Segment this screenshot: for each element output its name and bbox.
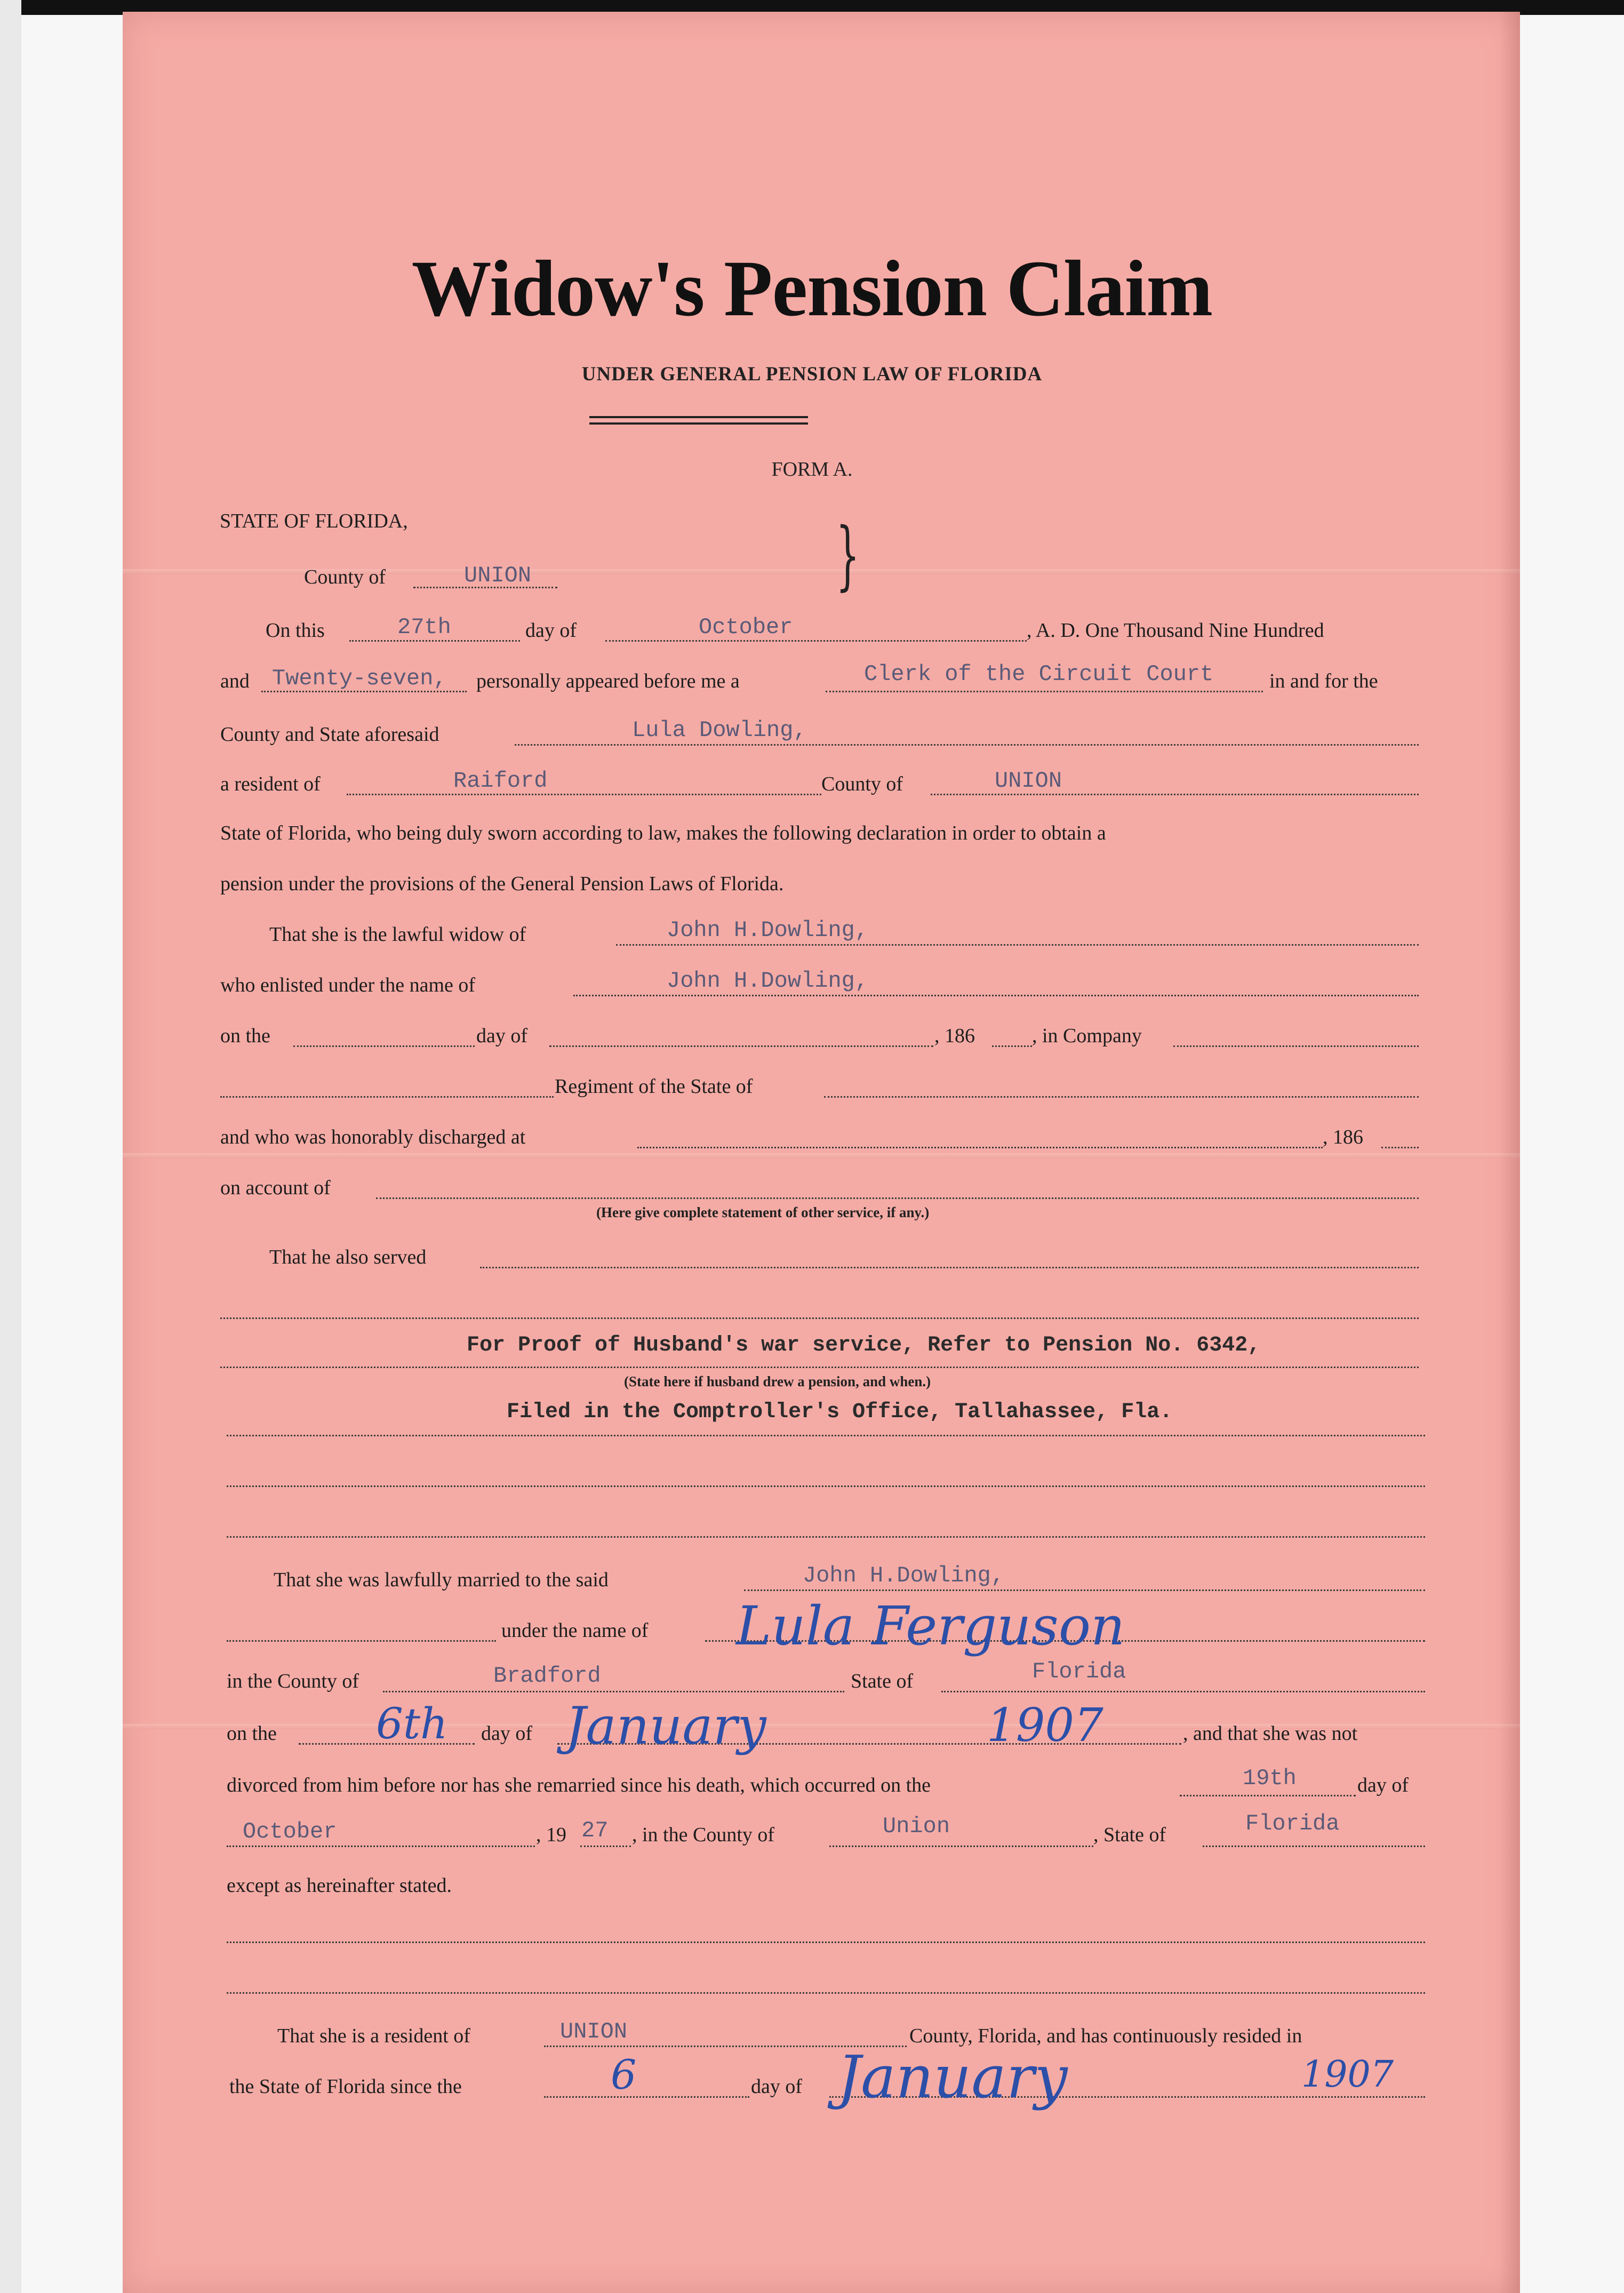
county-of-label-4: , in the County of [632, 1824, 775, 1846]
also-served-label: That he also served [269, 1246, 427, 1268]
death-year-value: 27 [581, 1818, 609, 1843]
county-value: UNION [464, 563, 532, 588]
year-186b-label: , 186 [1323, 1126, 1363, 1148]
county-of-label-3: in the County of [227, 1670, 359, 1692]
day-of-label-2: day of [481, 1722, 533, 1745]
lawful-widow-label: That she is the lawful widow of [269, 923, 526, 946]
county-label: County of [304, 566, 386, 588]
war-service-line-1: For Proof of Husband's war service, Refer to Pension No. 6342, [467, 1333, 1261, 1357]
day-of-label: day of [525, 619, 577, 642]
scan-left-margin [0, 0, 21, 2293]
marriage-day-value: 6th [376, 1699, 448, 1748]
divorced-line: divorced from him before nor has she remarried since his death, which occurred on the [227, 1774, 931, 1796]
enlisted-name-value: John H.Dowling, [667, 968, 869, 994]
year-186-label: , 186 [934, 1025, 975, 1047]
form-identifier: FORM A. [771, 458, 853, 481]
marriage-year-value: 1907 [987, 1699, 1103, 1752]
husband-married-value: John H.Dowling, [803, 1563, 1005, 1588]
on-account-label: on account of [220, 1177, 331, 1199]
enlisted-label: who enlisted under the name of [220, 974, 476, 996]
war-service-line-2: Filed in the Comptroller's Office, Tallahassee, Fla. [507, 1400, 1173, 1424]
form-subtitle: UNDER GENERAL PENSION LAW OF FLORIDA [581, 363, 1043, 385]
month-value: October [699, 614, 793, 640]
in-and-for-label: in and for the [1269, 670, 1378, 692]
not-divorced-label: , and that she was not [1183, 1722, 1358, 1745]
company-label: , in Company [1032, 1025, 1142, 1047]
and-label: and [220, 670, 250, 692]
other-service-note: (Here give complete statement of other service, if any.) [596, 1204, 930, 1220]
marriage-county-value: Bradford [493, 1663, 601, 1689]
state-since-label: the State of Florida since the [229, 2075, 462, 2098]
day-of-label-4: day of [751, 2075, 803, 2098]
death-state-value: Florida [1245, 1811, 1340, 1836]
pension-note: (State here if husband drew a pension, and when.) [624, 1373, 931, 1389]
under-name-label: under the name of [501, 1619, 649, 1642]
on-the-label-2: on the [227, 1722, 277, 1745]
pension-form-sheet [123, 12, 1520, 2293]
death-day-value: 19th [1243, 1765, 1297, 1791]
declaration-line-1: State of Florida, who being duly sworn according to law, makes the following declaration in order to obtain a [220, 822, 1106, 844]
ad-label: , A. D. One Thousand Nine Hundred [1027, 619, 1324, 642]
resident-county-value: UNION [560, 2019, 628, 2044]
county-florida-label: County, Florida, and has continuously resided in [909, 2025, 1302, 2047]
form-title: Widow's Pension Claim [411, 244, 1213, 333]
on-the-label: on the [220, 1025, 270, 1047]
husband-value: John H.Dowling, [667, 917, 869, 943]
year-19-label: , 19 [536, 1824, 566, 1846]
residence-value: Raiford [453, 768, 548, 794]
since-year-value: 1907 [1301, 2054, 1394, 2096]
fold-line [123, 1153, 1520, 1159]
residence-county-value: UNION [995, 768, 1062, 794]
officer-value: Clerk of the Circuit Court [864, 661, 1214, 687]
state-of-label-2: , State of [1093, 1824, 1166, 1846]
personally-appeared-label: personally appeared before me a [476, 670, 740, 692]
since-month-value: January [837, 2043, 1068, 2111]
bracket: } [836, 512, 860, 599]
except-label: except as hereinafter stated. [227, 1874, 452, 1897]
day-value: 27th [397, 614, 451, 640]
title-rule [589, 422, 808, 425]
county-of-label-2: County of [821, 773, 903, 795]
day-of-label-3: day of [1357, 1774, 1409, 1796]
maiden-name-value: Lula Ferguson [736, 1595, 1125, 1657]
death-month-value: October [243, 1819, 337, 1844]
paper-edge-shadow [1499, 12, 1520, 2293]
married-label: That she was lawfully married to the said [274, 1569, 609, 1591]
resident-of-label: a resident of [220, 773, 321, 795]
state-of-label: State of [851, 1670, 914, 1692]
aforesaid-label: County and State aforesaid [220, 723, 439, 746]
since-day-value: 6 [611, 2051, 637, 2098]
day-of-label-b: day of [476, 1025, 528, 1047]
declaration-line-2: pension under the provisions of the General Pension Laws of Florida. [220, 873, 784, 895]
claimant-value: Lula Dowling, [632, 717, 807, 743]
regiment-label: Regiment of the State of [555, 1075, 753, 1098]
year-words-value: Twenty-seven, [272, 666, 447, 691]
death-county-value: Union [883, 1813, 950, 1839]
marriage-month-value: January [565, 1696, 766, 1756]
resident-label: That she is a resident of [277, 2025, 470, 2047]
discharged-label: and who was honorably discharged at [220, 1126, 526, 1148]
marriage-state-value: Florida [1032, 1659, 1126, 1684]
state-label: STATE OF FLORIDA, [220, 510, 408, 532]
title-rule [589, 416, 808, 418]
on-this-label: On this [266, 619, 325, 642]
